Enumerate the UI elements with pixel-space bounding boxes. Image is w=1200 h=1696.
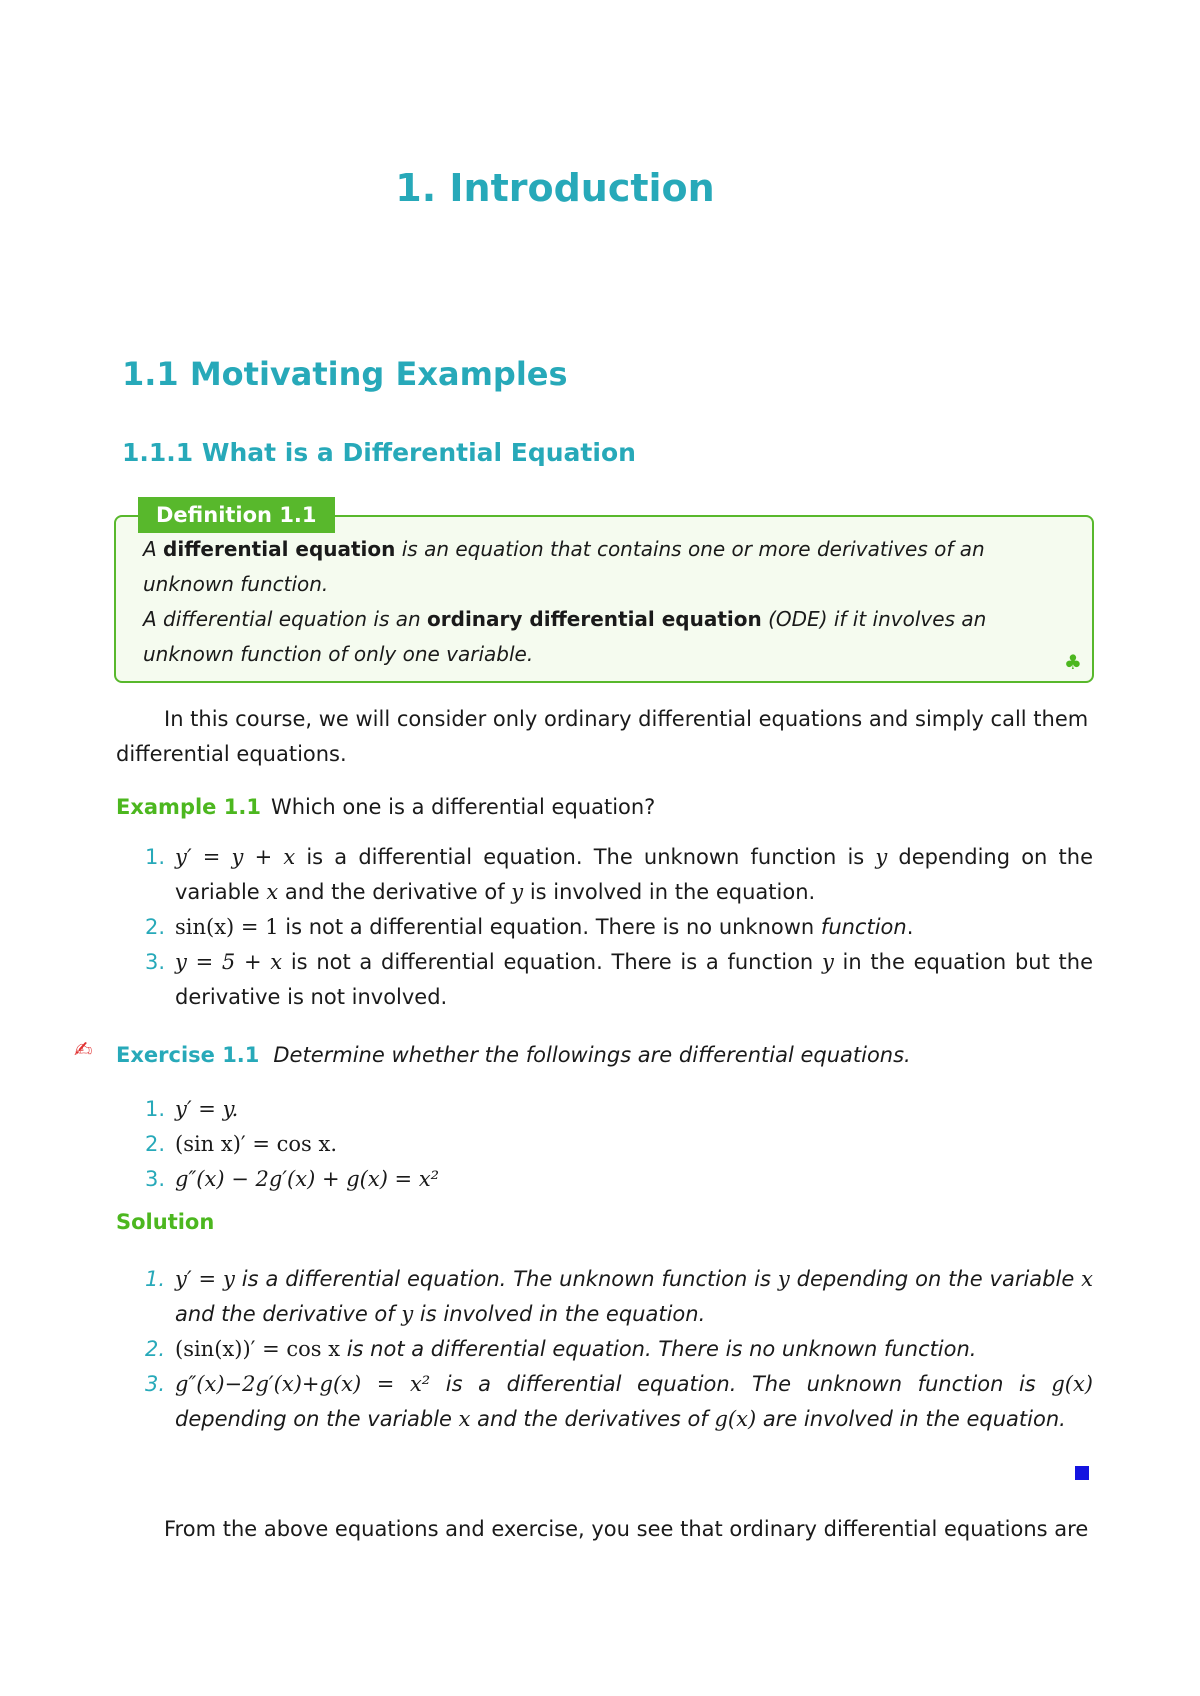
list-item: [145, 1332, 1093, 1367]
list-item: [145, 910, 1093, 945]
list-number: 2.: [145, 1337, 166, 1361]
emphasis: function: [820, 915, 907, 939]
math: y = 5 + x: [175, 950, 283, 974]
definition-line-2: [143, 602, 1078, 672]
math: y′ = y.: [175, 1097, 239, 1121]
exercise-label: Exercise 1.1: [116, 1043, 260, 1067]
text-span: is involved in the equation.: [413, 1302, 706, 1326]
text-span: A: [143, 537, 164, 561]
example-label: Example 1.1: [116, 795, 261, 819]
math: y: [777, 1267, 790, 1291]
exercise-list: [145, 1092, 1093, 1197]
qed-square-icon: [1075, 1466, 1089, 1480]
example-heading: [116, 790, 1092, 825]
math: y: [875, 845, 888, 869]
list-item: [145, 1262, 1093, 1332]
text-span: in the equation but the derivative is not involved.: [175, 950, 1094, 1009]
list-number: 1.: [145, 1267, 166, 1291]
list-number: 1.: [145, 1097, 166, 1121]
math: y: [401, 1302, 414, 1326]
solution-heading: Solution: [116, 1210, 215, 1234]
text-span: depending on the variable: [789, 1267, 1082, 1291]
math: x: [1081, 1267, 1093, 1291]
chapter-title: 1. Introduction: [395, 166, 715, 210]
section-title: 1.1 Motivating Examples: [122, 355, 568, 393]
list-number: 1.: [145, 845, 166, 869]
text-span: A differential equation is an: [143, 607, 428, 631]
list-number: 3.: [145, 1167, 166, 1191]
text-span: is a differential equation. The unknown function is: [430, 1372, 1052, 1396]
math: y: [821, 950, 834, 974]
exercise-heading: [116, 1038, 1092, 1073]
paragraph-conclusion: From the above equations and exercise, you see that ordinary differential equations are: [164, 1517, 1089, 1541]
definition-text: [143, 532, 1078, 672]
text-span: is not a differential equation. There is no unknown function.: [340, 1337, 977, 1361]
list-number: 3.: [145, 950, 166, 974]
text-span: (ODE) if it involves an unknown function of only one variable.: [143, 607, 987, 666]
math: g(x): [714, 1407, 757, 1431]
example-list: [145, 840, 1093, 1015]
math: y′ = y + x: [175, 845, 296, 869]
text-span: and the derivative of: [175, 1302, 402, 1326]
math: x: [458, 1407, 471, 1431]
list-item: [145, 840, 1093, 910]
example-question: Which one is a differential equation?: [270, 795, 656, 819]
math: g″(x) − 2g′(x) + g(x) = x²: [175, 1167, 440, 1191]
math: g″(x)−2g′(x)+g(x) = x²: [175, 1372, 431, 1396]
list-item: [145, 1162, 1093, 1197]
definition-tag: Definition 1.1: [138, 497, 335, 533]
text-span: is not a differential equation. There is a function: [282, 950, 822, 974]
paragraph-intro: In this course, we will consider only ordinary differential equations and simply call them differential equations.: [116, 707, 1089, 766]
list-item: [145, 945, 1093, 1015]
math: x: [266, 880, 279, 904]
list-number: 2.: [145, 1132, 166, 1156]
math: sin(x) = 1: [175, 915, 279, 939]
text-span: is involved in the equation.: [523, 880, 816, 904]
math: g(x): [1051, 1372, 1093, 1396]
club-icon: ♣: [1064, 650, 1082, 674]
text-span: is not a differential equation. There is no unknown: [278, 915, 821, 939]
text-span: .: [906, 915, 914, 939]
definition-line-1: [143, 532, 1078, 602]
text-span: and the derivative of: [278, 880, 512, 904]
list-number: 3.: [145, 1372, 166, 1396]
math: (sin x)′ = cos x.: [175, 1132, 338, 1156]
text-span: depending on the variable: [175, 845, 1093, 904]
list-number: 2.: [145, 915, 166, 939]
term-differential-equation: differential equation: [163, 537, 396, 561]
text-span: is a differential equation. The unknown function is: [295, 845, 876, 869]
exercise-prompt: Determine whether the followings are differential equations.: [273, 1043, 911, 1067]
subsection-title: 1.1.1 What is a Differential Equation: [122, 438, 636, 467]
list-item: [145, 1092, 1093, 1127]
math: (sin(x))′ = cos x: [175, 1337, 341, 1361]
text-span: is a differential equation. The unknown function is: [234, 1267, 778, 1291]
math: y: [511, 880, 524, 904]
text-span: is an equation that contains one or more derivatives of an unknown function.: [143, 537, 985, 596]
list-item: [145, 1127, 1093, 1162]
solution-list: [145, 1262, 1093, 1437]
text-span: depending on the variable: [175, 1407, 459, 1431]
text-span: are involved in the equation.: [756, 1407, 1066, 1431]
list-item: [145, 1367, 1093, 1437]
math: y′ = y: [175, 1267, 235, 1291]
term-ode: ordinary differential equation: [427, 607, 762, 631]
text-span: and the derivatives of: [470, 1407, 715, 1431]
pencil-icon: ✍: [74, 1038, 93, 1063]
